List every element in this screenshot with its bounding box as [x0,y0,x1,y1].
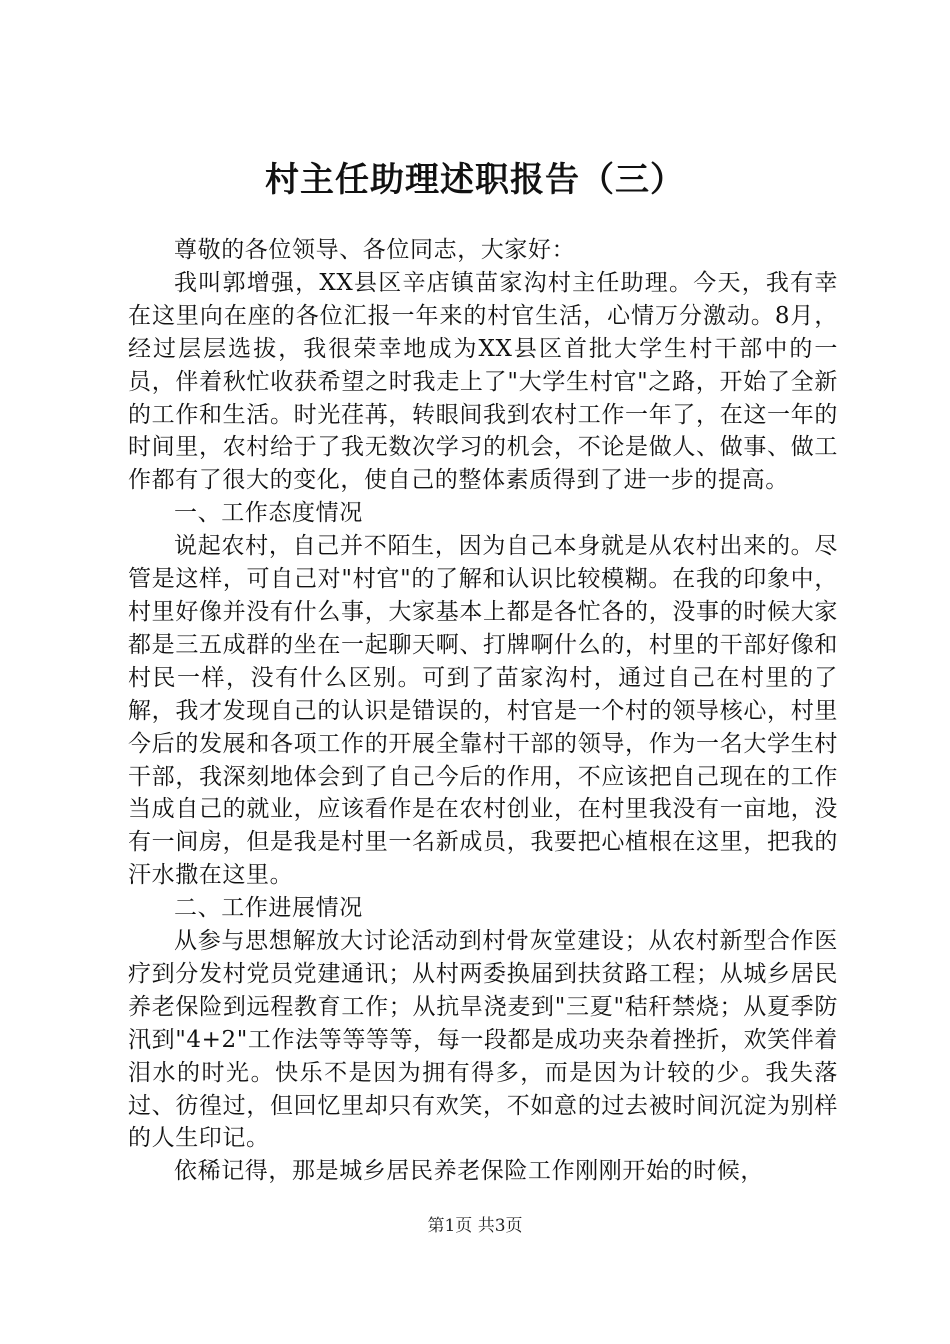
greeting-line: 尊敬的各位领导、各位同志，大家好： [174,237,576,263]
paragraph-intro: 我叫郭增强，XX县区辛店镇苗家沟村主任助理。今天，我有幸在这里向在座的各位汇报一年来的村官生活，心情万分激动。8月，经过层层选拔，我很荣幸地成为XX县区首批大学生村干部中的一员，伴着秋忙收获希望之时我走上了"大学生村官"之路，开始了全新的工作和生活。时光荏苒，转眼间我到农村工作一年了，在这一年的时间里，农村给于了我无数次学习的机会，不论是做人、做事、做工作都有了很大的变化，使自己的整体素质得到了进一步的提高。 [128,269,838,494]
document-title: 村主任助理述职报告（三） [265,160,685,200]
paragraph-recollection: 依稀记得，那是城乡居民养老保险工作刚刚开始的时候， [174,1158,764,1185]
document-body [128,234,838,1188]
section-heading-attitude: 一、工作态度情况 [174,500,363,527]
section-heading-progress: 二、工作进展情况 [174,895,363,922]
paragraph-attitude: 说起农村，自己并不陌生，因为自己本身就是从农村出来的。尽管是这样，可自己对"村官"的了解和认识比较模糊。在我的印象中，村里好像并没有什么事，大家基本上都是各忙各的，没事的时候大家都是三五成群的坐在一起聊天啊、打牌啊什么的，村里的干部好像和村民一样，没有什么区别。可到了苗家沟村，通过自己在村里的了解，我才发现自己的认识是错误的，村官是一个村的领导核心，村里今后的发展和各项工作的开展全靠村干部的领导，作为一名大学生村干部，我深刻地体会到了自己今后的作用，不应该把自己现在的工作当成自己的就业，应该看作是在农村创业，在村里我没有一亩地，没有一间房，但是我是村里一名新成员，我要把心植根在这里，把我的汗水撒在这里。 [128,533,838,889]
page-footer: 第1页 共3页 [427,1216,523,1236]
paragraph-progress: 从参与思想解放大讨论活动到村骨灰堂建设；从农村新型合作医疗到分发村党员党建通讯；从村两委换届到扶贫路工程；从城乡居民养老保险到远程教育工作；从抗旱浇麦到"三夏"秸秆禁烧；从夏季防汛到"4+2"工作法等等等等，每一段都是成功夹杂着挫折，欢笑伴着泪水的时光。快乐不是因为拥有得多，而是因为计较的少。我失落过、彷徨过，但回忆里却只有欢笑，不如意的过去被时间沉淀为别样的人生印记。 [128,928,838,1152]
